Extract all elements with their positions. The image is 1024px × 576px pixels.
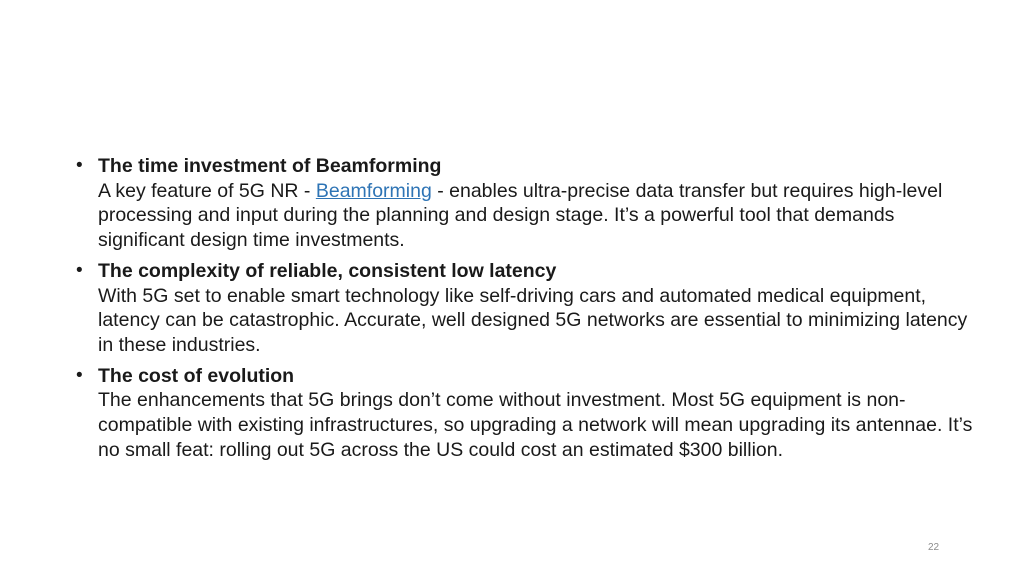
bullet-heading: The time investment of Beamforming	[98, 155, 442, 177]
bullet-text: With 5G set to enable smart technology like self-driving cars and automated medical equipment, latency can be catastrophic. Accurate, well designed 5G networks are essential to minimizing latency in these industries.	[98, 284, 968, 356]
bullet-item-latency	[76, 259, 976, 358]
bullet-marker: •	[76, 364, 83, 386]
bullet-text-before-link: A key feature of 5G NR -	[98, 179, 316, 202]
beamforming-link[interactable]: Beamforming	[315, 179, 432, 202]
bullet-heading: The complexity of reliable, consistent low latency	[98, 259, 557, 282]
bullet-item-cost	[76, 364, 976, 463]
slide-number: 22	[928, 542, 940, 553]
bullet-item-beamforming	[76, 154, 976, 253]
bullet-marker: •	[76, 259, 83, 281]
bullet-list	[76, 154, 976, 468]
bullet-text	[98, 179, 976, 253]
bullet-text: The enhancements that 5G brings don’t come without investment. Most 5G equipment is non-compatible with existing infrastructures, so upgrading a network will mean upgrading its antennae. It’s no small feat: rolling out 5G across the US could cost an estimated $300 billion.	[98, 389, 973, 461]
bullet-text-after-link: - enables ultra-precise data transfer but requires high-level processing and input during the planning and design stage. It’s a powerful tool that demands significant design time investments.	[98, 179, 943, 252]
bullet-heading: The cost of evolution	[98, 364, 295, 387]
bullet-marker: •	[76, 155, 83, 176]
